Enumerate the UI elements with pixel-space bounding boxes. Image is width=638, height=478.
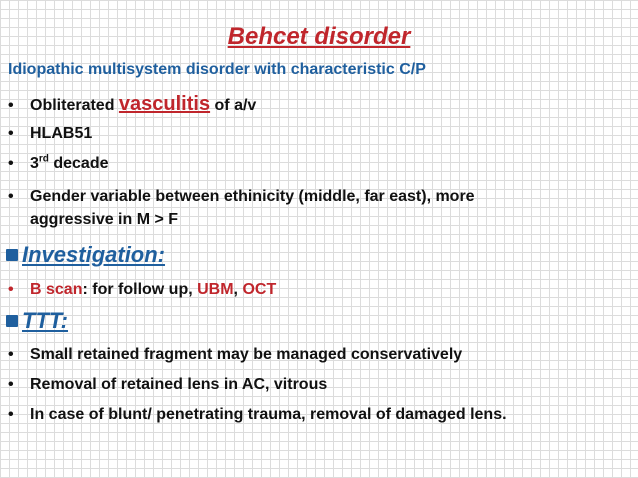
slide-subtitle: Idiopathic multisystem disorder with characteristic C/P [8,61,426,78]
hlab51-text: HLAB51 [30,125,93,142]
ttt-heading-label: TTT: [22,308,69,333]
bullet-dot: • [8,125,14,142]
vasculitis-highlight: vasculitis [118,93,211,115]
bullet-dot: • [8,97,14,114]
bscan-text: : for follow up, [82,281,198,298]
ttt-heading [6,307,68,335]
oct-label: OCT [242,281,277,298]
decade-text: decade [48,155,109,172]
bullet-dot: • [8,376,14,393]
ttt-item-2 [8,374,327,396]
ttt-item-text: In case of blunt/ penetrating trauma, removal of damaged lens. [30,406,507,423]
decade-superscript: rd [38,153,49,165]
bullet-dot: • [8,155,14,172]
vasculitis-suffix: of a/v [210,97,257,114]
investigation-heading [6,241,165,269]
ttt-item-text: Removal of retained lens in AC, vitrous [30,376,328,393]
decade-number: 3 [30,155,39,172]
bullet-dot: • [8,406,14,423]
checkbox-bullet-icon [6,249,18,261]
gender-line-1: Gender variable between ethinicity (middle, far east), more [30,188,475,205]
ttt-item-3 [8,404,507,426]
bullet-item-decade [8,153,109,175]
investigation-heading-label: Investigation: [22,242,166,267]
bullet-item-bscan [8,279,276,301]
bullet-item-hlab51 [8,123,92,145]
bscan-label: B scan [30,281,83,298]
bullet-dot: • [8,346,14,363]
bullet-dot: • [8,281,14,298]
bullet-item-vasculitis [8,93,256,117]
bullet-item-gender [8,186,475,208]
bscan-comma: , [233,281,243,298]
ttt-item-1 [8,344,462,366]
ubm-label: UBM [197,281,234,298]
ttt-item-text: Small retained fragment may be managed conservatively [30,346,463,363]
vasculitis-prefix: Obliterated [30,97,119,114]
gender-line-2: aggressive in M > F [30,211,179,228]
slide-title: Behcet disorder [227,23,411,50]
checkbox-bullet-icon [6,315,18,327]
bullet-dot: • [8,188,14,205]
